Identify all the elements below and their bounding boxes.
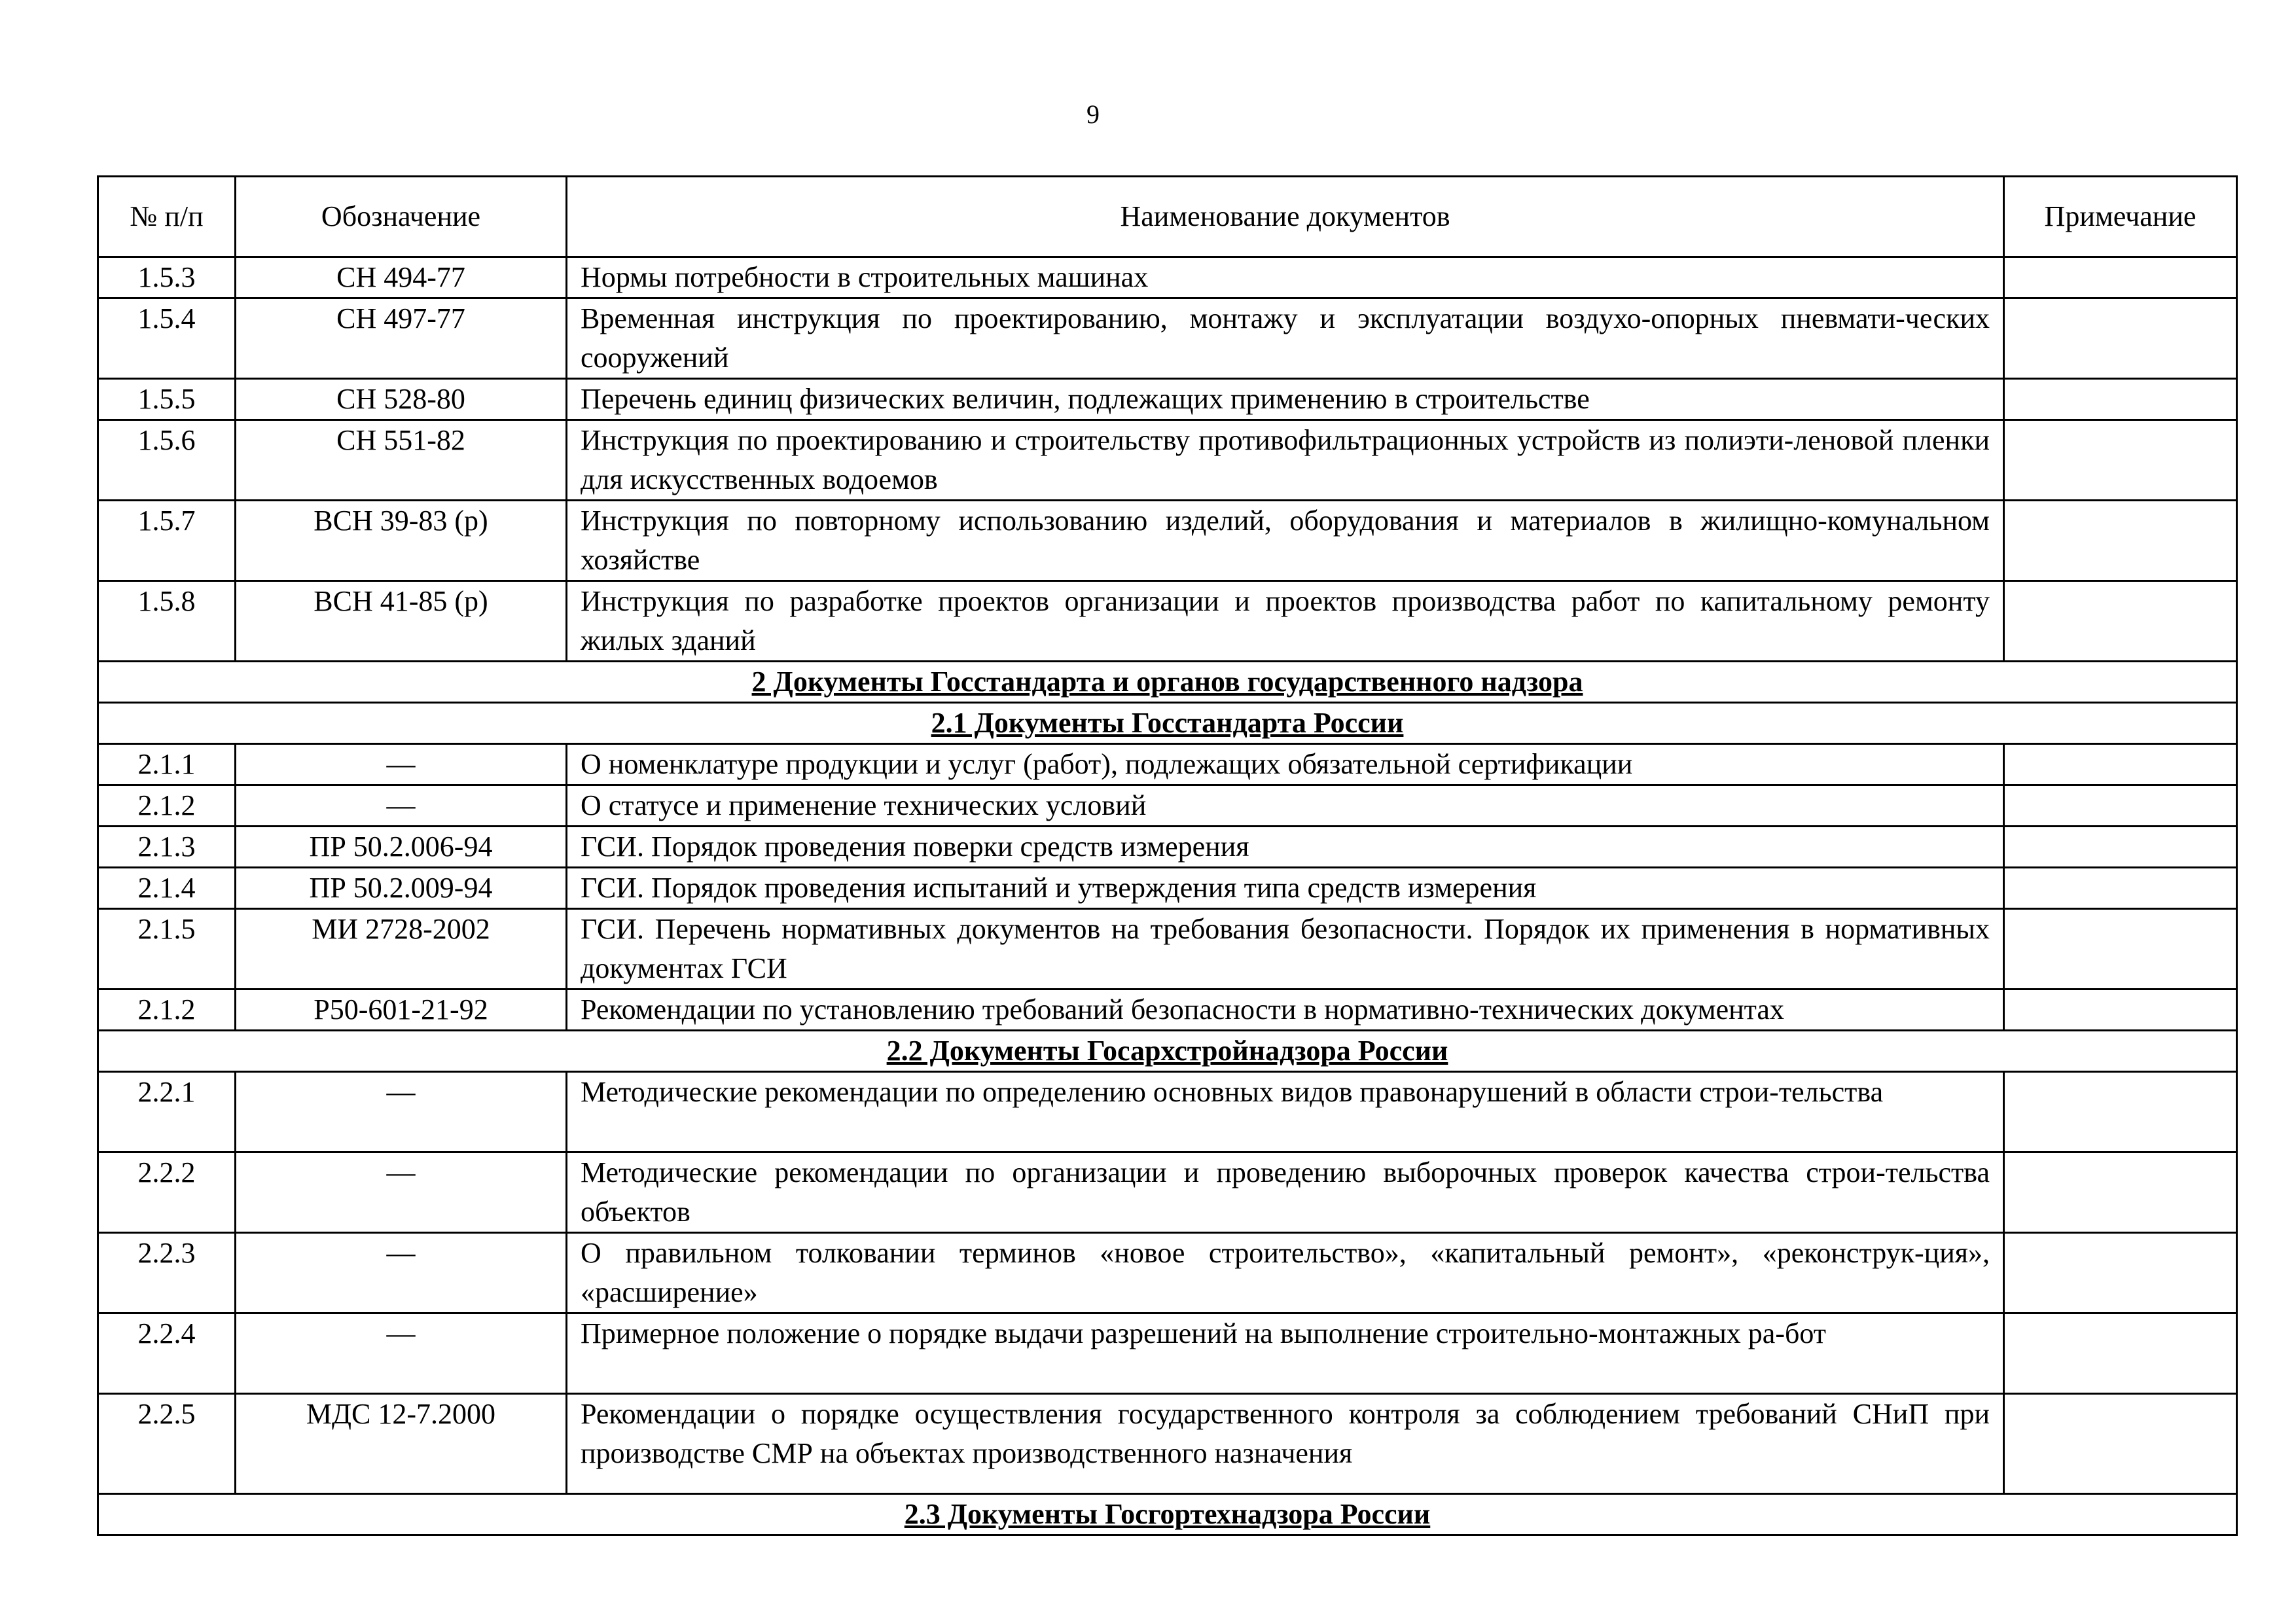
row-name: Перечень единиц физических величин, подлежащих применению в строительстве <box>567 379 2004 420</box>
row-name: Методические рекомендации по организации и проведению выборочных проверок качества строи-тельства объектов <box>567 1152 2004 1233</box>
header-name: Наименование документов <box>567 177 2004 257</box>
row-num: 1.5.6 <box>98 420 236 501</box>
header-note: Примечание <box>2004 177 2237 257</box>
row-note <box>2004 868 2237 909</box>
row-note <box>2004 257 2237 298</box>
row-note <box>2004 379 2237 420</box>
row-num: 1.5.3 <box>98 257 236 298</box>
documents-table <box>97 175 2238 1536</box>
row-note <box>2004 990 2237 1031</box>
row-num: 2.2.2 <box>98 1152 236 1233</box>
table-row <box>98 501 2237 581</box>
row-code: МИ 2728-2002 <box>236 909 567 990</box>
section-2-1-title: 2.1 Документы Госстандарта России <box>98 703 2237 744</box>
row-name: Инструкция по повторному использованию изделий, оборудования и материалов в жилищно-комунальном хозяйстве <box>567 501 2004 581</box>
row-name: О правильном толковании терминов «новое строительство», «капитальный ремонт», «реконструк-ция», «расширение» <box>567 1233 2004 1313</box>
table-header-row <box>98 177 2237 257</box>
row-name: ГСИ. Порядок проведения испытаний и утверждения типа средств измерения <box>567 868 2004 909</box>
row-code: ВСН 41-85 (р) <box>236 581 567 662</box>
subsection-heading-row <box>98 1031 2237 1072</box>
row-note <box>2004 1152 2237 1233</box>
row-note <box>2004 420 2237 501</box>
table-row <box>98 1233 2237 1313</box>
header-code: Обозначение <box>236 177 567 257</box>
table-row <box>98 744 2237 785</box>
table-row <box>98 785 2237 827</box>
row-num: 2.2.4 <box>98 1313 236 1394</box>
table-row <box>98 909 2237 990</box>
row-code: СН 497-77 <box>236 298 567 379</box>
row-note <box>2004 298 2237 379</box>
row-note <box>2004 909 2237 990</box>
row-note <box>2004 1394 2237 1494</box>
row-num: 2.2.3 <box>98 1233 236 1313</box>
row-note <box>2004 1233 2237 1313</box>
row-code: МДС 12-7.2000 <box>236 1394 567 1494</box>
row-code: ПР 50.2.006-94 <box>236 827 567 868</box>
row-name: Инструкция по проектированию и строительству противофильтрационных устройств из полиэти-леновой пленки для искусственных водоемов <box>567 420 2004 501</box>
row-note <box>2004 1313 2237 1394</box>
table-row <box>98 1072 2237 1152</box>
row-code: ВСН 39-83 (р) <box>236 501 567 581</box>
section-2-2-title: 2.2 Документы Госархстройнадзора России <box>98 1031 2237 1072</box>
table-row <box>98 1152 2237 1233</box>
row-name: Временная инструкция по проектированию, монтажу и эксплуатации воздухо-опорных пневмати-ческих сооружений <box>567 298 2004 379</box>
subsection-heading-row <box>98 1494 2237 1535</box>
row-note <box>2004 827 2237 868</box>
row-code: ПР 50.2.009-94 <box>236 868 567 909</box>
row-name: Методические рекомендации по определению основных видов правонарушений в области строи-тельства <box>567 1072 2004 1152</box>
row-name: Рекомендации о порядке осуществления государственного контроля за соблюдением требований СНиП при производстве СМР на объектах производственного назначения <box>567 1394 2004 1494</box>
table-row <box>98 827 2237 868</box>
row-name: Примерное положение о порядке выдачи разрешений на выполнение строительно-монтажных ра-бот <box>567 1313 2004 1394</box>
row-note <box>2004 501 2237 581</box>
row-name: О номенклатуре продукции и услуг (работ), подлежащих обязательной сертификации <box>567 744 2004 785</box>
row-name: Рекомендации по установлению требований безопасности в нормативно-технических документах <box>567 990 2004 1031</box>
row-code: — <box>236 1152 567 1233</box>
row-name: ГСИ. Порядок проведения поверки средств измерения <box>567 827 2004 868</box>
row-num: 2.1.4 <box>98 868 236 909</box>
row-num: 2.1.2 <box>98 785 236 827</box>
table-row <box>98 298 2237 379</box>
subsection-heading-row <box>98 703 2237 744</box>
row-num: 2.2.1 <box>98 1072 236 1152</box>
table-row <box>98 581 2237 662</box>
row-code: — <box>236 744 567 785</box>
row-name: О статусе и применение технических условий <box>567 785 2004 827</box>
row-num: 2.1.5 <box>98 909 236 990</box>
section-2-title: 2 Документы Госстандарта и органов государственного надзора <box>98 662 2237 703</box>
row-note <box>2004 581 2237 662</box>
row-code: СН 551-82 <box>236 420 567 501</box>
row-code: — <box>236 1233 567 1313</box>
section-heading-row <box>98 662 2237 703</box>
header-num: № п/п <box>98 177 236 257</box>
section-2-3-title: 2.3 Документы Госгортехнадзора России <box>98 1494 2237 1535</box>
row-note <box>2004 1072 2237 1152</box>
row-num: 1.5.8 <box>98 581 236 662</box>
table-row <box>98 868 2237 909</box>
table-row <box>98 1313 2237 1394</box>
row-name: Нормы потребности в строительных машинах <box>567 257 2004 298</box>
table-row <box>98 990 2237 1031</box>
row-num: 1.5.5 <box>98 379 236 420</box>
table-row <box>98 257 2237 298</box>
table-row <box>98 1394 2237 1494</box>
row-code: Р50-601-21-92 <box>236 990 567 1031</box>
row-num: 1.5.4 <box>98 298 236 379</box>
row-name: ГСИ. Перечень нормативных документов на требования безопасности. Порядок их применения в нормативных документах ГСИ <box>567 909 2004 990</box>
row-code: — <box>236 785 567 827</box>
table-row <box>98 379 2237 420</box>
row-code: СН 494-77 <box>236 257 567 298</box>
row-num: 2.1.1 <box>98 744 236 785</box>
row-code: СН 528-80 <box>236 379 567 420</box>
page-number: 9 <box>1086 99 1100 129</box>
row-num: 2.2.5 <box>98 1394 236 1494</box>
row-num: 2.1.2 <box>98 990 236 1031</box>
table-row <box>98 420 2237 501</box>
row-code: — <box>236 1313 567 1394</box>
row-name: Инструкция по разработке проектов организации и проектов производства работ по капитальному ремонту жилых зданий <box>567 581 2004 662</box>
row-num: 2.1.3 <box>98 827 236 868</box>
row-note <box>2004 785 2237 827</box>
row-note <box>2004 744 2237 785</box>
row-code: — <box>236 1072 567 1152</box>
row-num: 1.5.7 <box>98 501 236 581</box>
